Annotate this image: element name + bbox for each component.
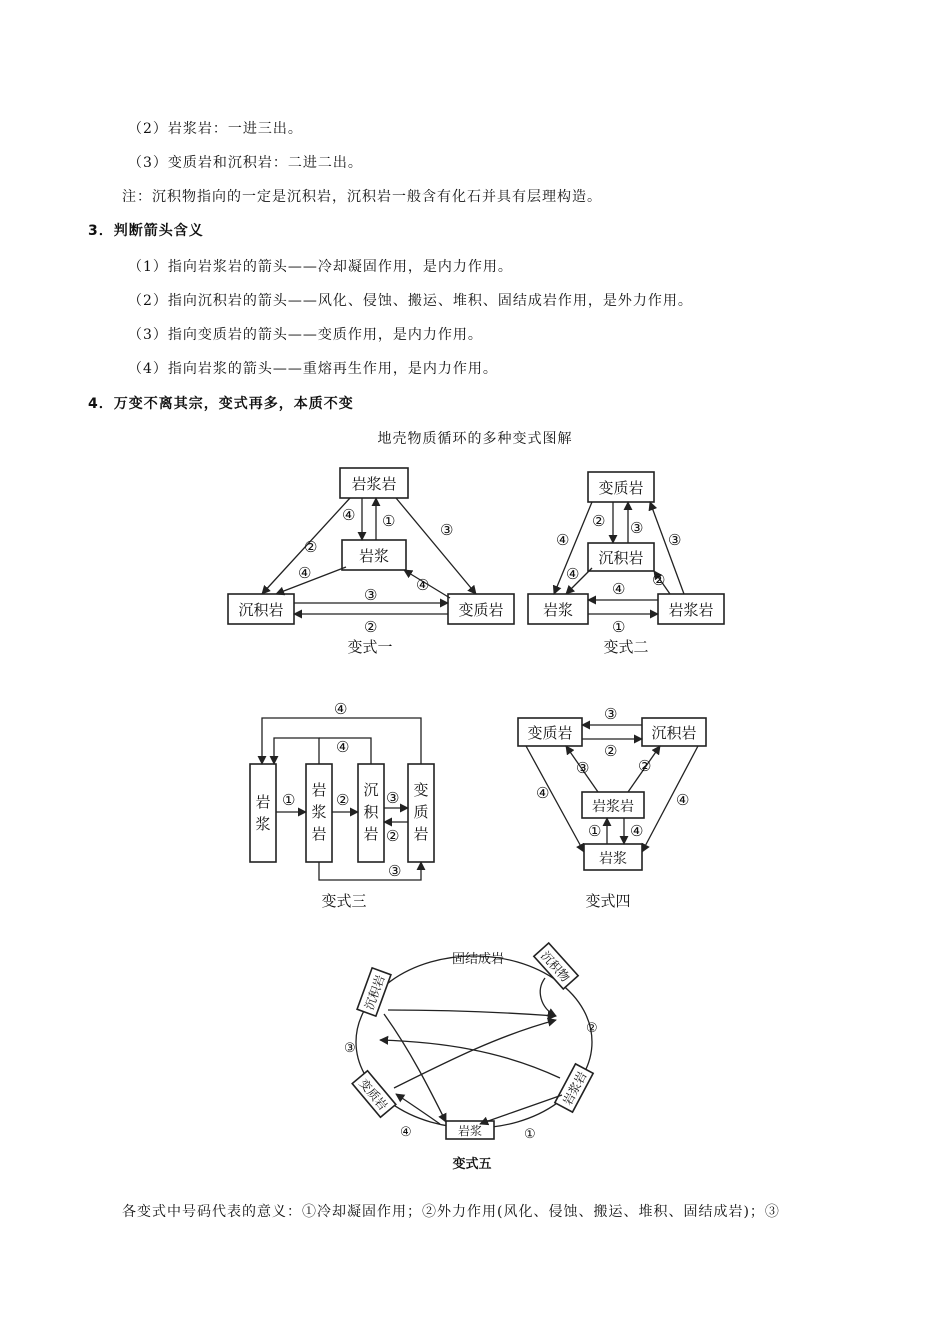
v3-magmatic-char-3: 岩 (311, 825, 327, 843)
note-line: 注：沉积物指向的一定是沉积岩，沉积岩一般含有化石并具有层理构造。 (122, 189, 602, 205)
v3-meta-char-1: 变 (413, 781, 429, 799)
v2-num-3b: ③ (668, 531, 682, 549)
variant-5-label: 变式五 (452, 1157, 492, 1172)
variant-1-diagram (228, 468, 514, 656)
v5-label-consolidation: 固结成岩 (451, 952, 505, 967)
v5-label-metamorphic-rock: 变质岩 (356, 1076, 391, 1113)
heading-3: 3．判断箭头含义 (88, 223, 204, 239)
variant-5-diagram (344, 943, 598, 1172)
v2-num-3a: ③ (630, 519, 644, 537)
v2-num-4a: ④ (556, 531, 570, 549)
v4-num-2a: ② (604, 742, 618, 760)
v2-num-1: ① (612, 618, 626, 636)
v4-num-3a: ③ (604, 705, 618, 723)
v3-num-2b: ② (386, 827, 400, 845)
text-arrow-3: （3）指向变质岩的箭头——变质作用，是内力作用。 (128, 327, 483, 343)
v4-num-1: ① (588, 822, 602, 840)
v2-num-4b: ④ (566, 565, 580, 583)
label-magma: 岩浆 (542, 601, 574, 619)
v1-num-3b: ③ (364, 586, 378, 604)
v3-num-1: ① (282, 791, 296, 809)
label-magma: 岩浆 (358, 547, 390, 565)
v1-num-3a: ③ (440, 521, 454, 539)
v3-num-4a: ④ (334, 700, 348, 718)
v3-magma-char-2: 浆 (255, 815, 271, 833)
v5-num-1: ① (524, 1127, 536, 1142)
v3-meta-char-2: 质 (413, 803, 429, 821)
variant-2-diagram (528, 472, 724, 656)
v3-magmatic-char-2: 浆 (311, 803, 327, 821)
v3-sed-char-2: 积 (363, 803, 379, 821)
variant-2-label: 变式二 (603, 638, 649, 656)
heading-4: 4．万变不离其宗，变式再多，本质不变 (88, 396, 354, 412)
variant-4-diagram (518, 705, 706, 910)
label-metamorphic-rock: 变质岩 (527, 724, 573, 742)
label-metamorphic-rock: 变质岩 (458, 601, 504, 619)
v4-num-2b: ② (638, 757, 652, 775)
v3-num-4b: ④ (336, 738, 350, 756)
v2-num-2b: ② (652, 571, 666, 589)
label-magmatic-rock: 岩浆岩 (351, 475, 397, 493)
v3-magma-char-1: 岩 (255, 793, 271, 811)
v3-num-2a: ② (336, 791, 350, 809)
v2-num-2a: ② (592, 512, 606, 530)
v5-label-magmatic-rock: 岩浆岩 (560, 1069, 590, 1108)
label-sedimentary-rock: 沉积岩 (651, 724, 697, 742)
v3-num-3a: ③ (386, 789, 400, 807)
v3-meta-char-3: 岩 (413, 825, 429, 843)
v5-num-2: ② (586, 1021, 598, 1036)
label-magma: 岩浆 (599, 851, 627, 867)
v4-num-3b: ③ (576, 759, 590, 777)
v1-num-4b: ④ (298, 564, 312, 582)
v2-num-4c: ④ (612, 580, 626, 598)
v5-num-4: ④ (400, 1125, 412, 1140)
text-arrow-4: （4）指向岩浆的箭头——重熔再生作用，是内力作用。 (128, 361, 498, 377)
text-arrow-2: （2）指向沉积岩的箭头——风化、侵蚀、搬运、堆积、固结成岩作用，是外力作用。 (128, 293, 693, 309)
v1-num-4a: ④ (342, 506, 356, 524)
label-metamorphic-rock: 变质岩 (598, 479, 644, 497)
v1-num-4c: ④ (416, 576, 430, 594)
v5-label-sediment: 沉积物 (538, 948, 573, 985)
variant-3-diagram (250, 700, 434, 910)
v5-label-magma: 岩浆 (457, 1124, 483, 1138)
label-magmatic-rock: 岩浆岩 (592, 799, 634, 815)
v4-num-4b: ④ (676, 791, 690, 809)
text-line-magmatic: （2）岩浆岩：一进三出。 (128, 121, 303, 137)
label-magmatic-rock: 岩浆岩 (668, 601, 714, 619)
v3-num-3b: ③ (388, 862, 402, 880)
v3-sed-char-3: 岩 (363, 825, 379, 843)
text-arrow-1: （1）指向岩浆岩的箭头——冷却凝固作用，是内力作用。 (128, 259, 513, 275)
v3-sed-char-1: 沉 (363, 781, 379, 799)
v4-num-4a: ④ (536, 784, 550, 802)
variant-4-label: 变式四 (585, 892, 631, 910)
label-sedimentary-rock: 沉积岩 (238, 601, 284, 619)
text-line-meta-sed: （3）变质岩和沉积岩：二进二出。 (128, 155, 363, 171)
box-magma (250, 764, 276, 862)
v4-num-4c: ④ (630, 822, 644, 840)
bottom-text-line: 各变式中号码代表的意义：①冷却凝固作用；②外力作用(风化、侵蚀、搬运、堆积、固结成岩)；③ (122, 1204, 780, 1220)
v1-num-1: ① (382, 512, 396, 530)
v3-magmatic-char-1: 岩 (311, 781, 327, 799)
v1-num-2a: ② (304, 538, 318, 556)
v1-num-2b: ② (364, 618, 378, 636)
label-sedimentary-rock: 沉积岩 (598, 549, 644, 567)
v5-num-3: ③ (344, 1041, 356, 1056)
figure-caption: 地壳物质循环的多种变式图解 (377, 431, 573, 447)
v5-label-sedimentary-rock: 沉积岩 (362, 973, 388, 1012)
variant-3-label: 变式三 (321, 892, 367, 910)
variant-1-label: 变式一 (347, 638, 393, 656)
